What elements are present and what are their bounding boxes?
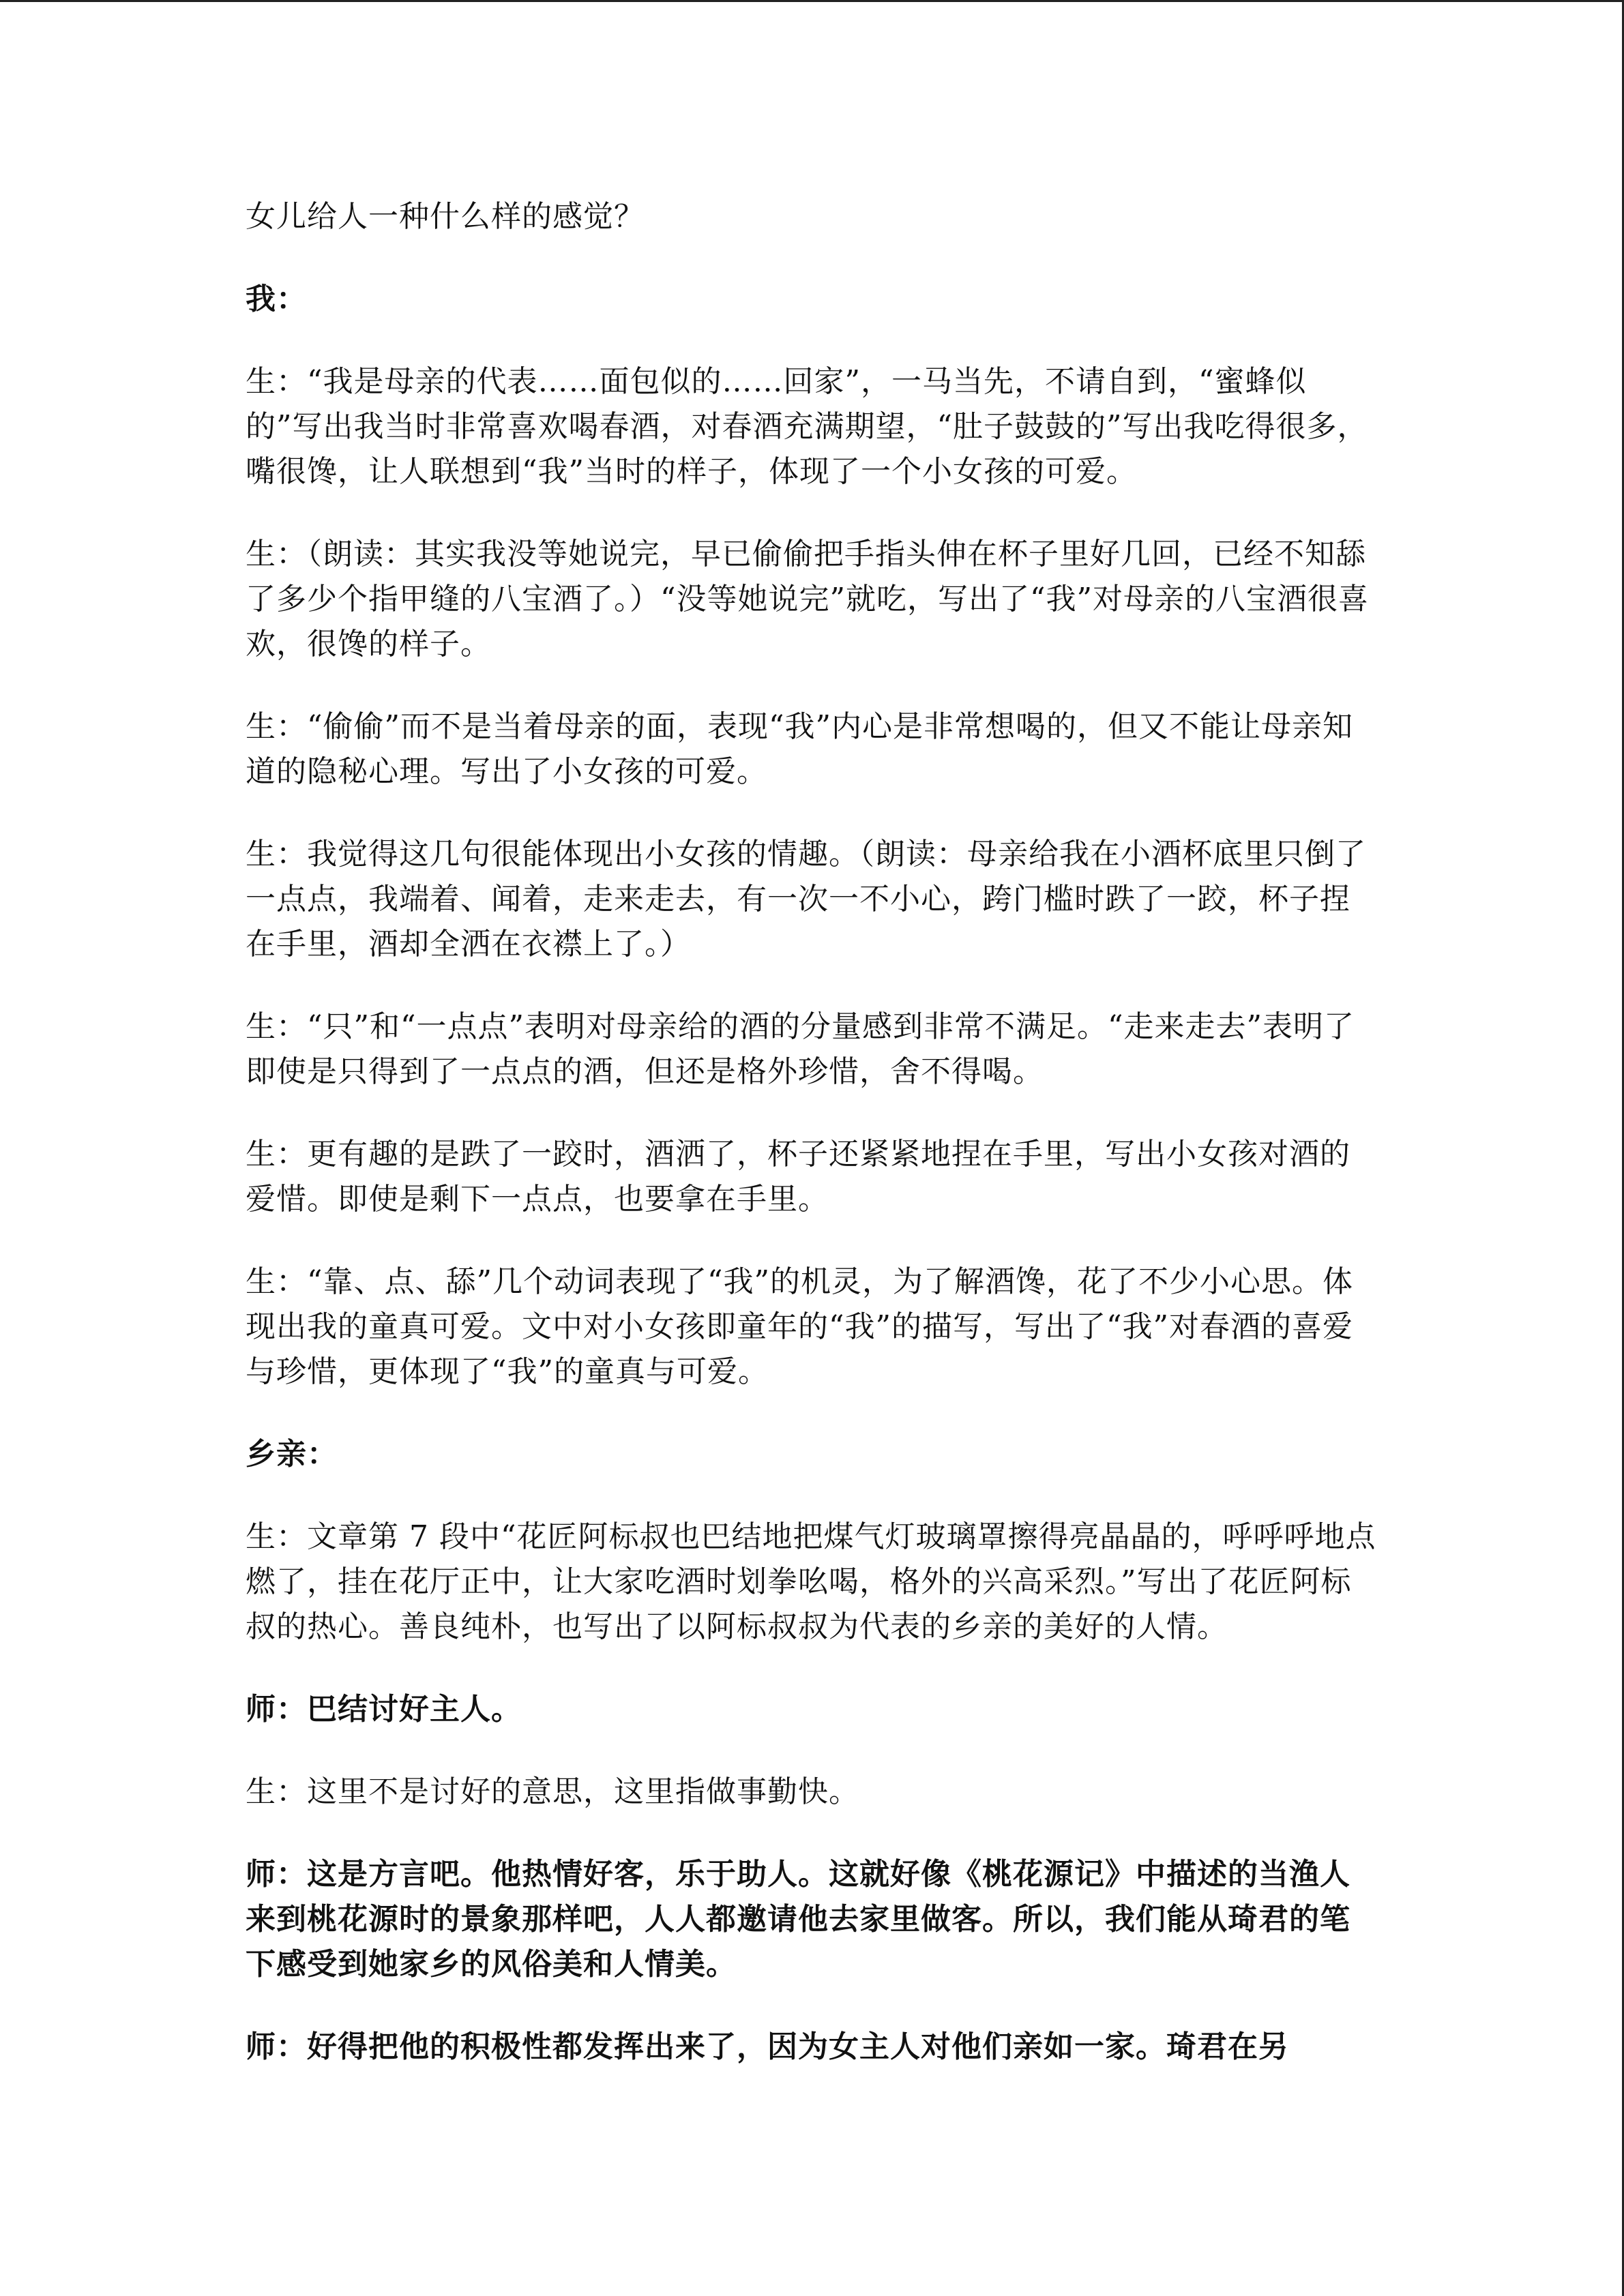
teacher-remark-3: 师：好得把他的积极性都发挥出来了，因为女主人对他们亲如一家。琦君在另 bbox=[246, 2029, 1289, 2064]
student-response-3: 生：“偷偷”而不是当着母亲的面，表现“我”内心是非常想喝的，但又不能让母亲知道的隐秘心理。写出了小女孩的可爱。 bbox=[246, 709, 1353, 789]
teacher-remark-1: 师：巴结讨好主人。 bbox=[246, 1692, 522, 1727]
student-response-7: 生：“靠、点、舔”几个动词表现了“我”的机灵，为了解酒馋，花了不少小心思。体现出我的童真可爱。文中对小女孩即童年的“我”的描写，写出了“我”对春酒的喜爱与珍惜，更体现了“我”的童真与可爱。 bbox=[246, 1264, 1353, 1389]
student-response-6: 生：更有趣的是跌了一跤时，酒洒了，杯子还紧紧地捏在手里，写出小女孩对酒的爱惜。即使是剩下一点点，也要拿在手里。 bbox=[246, 1137, 1350, 1217]
student-response-1: 生：“我是母亲的代表……面包似的……回家”，一马当先，不请自到，“蜜蜂似的”写出我当时非常喜欢喝春酒，对春酒充满期望，“肚子鼓鼓的”写出我吃得很多，嘴很馋，让人联想到“我”当时的样子，体现了一个小女孩的可爱。 bbox=[246, 364, 1368, 489]
student-response-8: 生：文章第 7 段中“花匠阿标叔也巴结地把煤气灯玻璃罩擦得亮晶晶的，呼呼呼地点燃了，挂在花厅正中，让大家吃酒时划拳吆喝，格外的兴高采烈。”写出了花匠阿标叔的热心。善良纯朴，也写出了以阿标叔叔为代表的乡亲的美好的人情。 bbox=[246, 1519, 1376, 1644]
question-paragraph: 女儿给人一种什么样的感觉？ bbox=[246, 199, 645, 234]
section-heading-me: 我： bbox=[246, 282, 307, 316]
student-response-2: 生：（朗读：其实我没等她说完，早已偷偷把手指头伸在杯子里好几回，已经不知舔了多少个指甲缝的八宝酒了。）“没等她说完”就吃，写出了“我”对母亲的八宝酒很喜欢，很馋的样子。 bbox=[246, 537, 1369, 661]
student-response-5: 生：“只”和“一点点”表明对母亲给的酒的分量感到非常不满足。“走来走去”表明了即使是只得到了一点点的酒，但还是格外珍惜，舍不得喝。 bbox=[246, 1009, 1355, 1089]
page-top-border bbox=[0, 0, 1624, 2]
student-response-9: 生：这里不是讨好的意思，这里指做事勤快。 bbox=[246, 1774, 859, 1809]
student-response-4: 生：我觉得这几句很能体现出小女孩的情趣。（朗读：母亲给我在小酒杯底里只倒了一点点，我端着、闻着，走来走去，有一次一不小心，跨门槛时跌了一跤，杯子捏在手里，酒却全洒在衣襟上了。） bbox=[246, 837, 1366, 961]
teacher-remark-2: 师：这是方言吧。他热情好客，乐于助人。这就好像《桃花源记》中描述的当渔人来到桃花源时的景象那样吧，人人都邀请他去家里做客。所以，我们能从琦君的笔下感受到她家乡的风俗美和人情美。 bbox=[246, 1857, 1350, 1982]
section-heading-villagers: 乡亲： bbox=[246, 1437, 338, 1472]
document-body bbox=[246, 194, 1378, 2107]
